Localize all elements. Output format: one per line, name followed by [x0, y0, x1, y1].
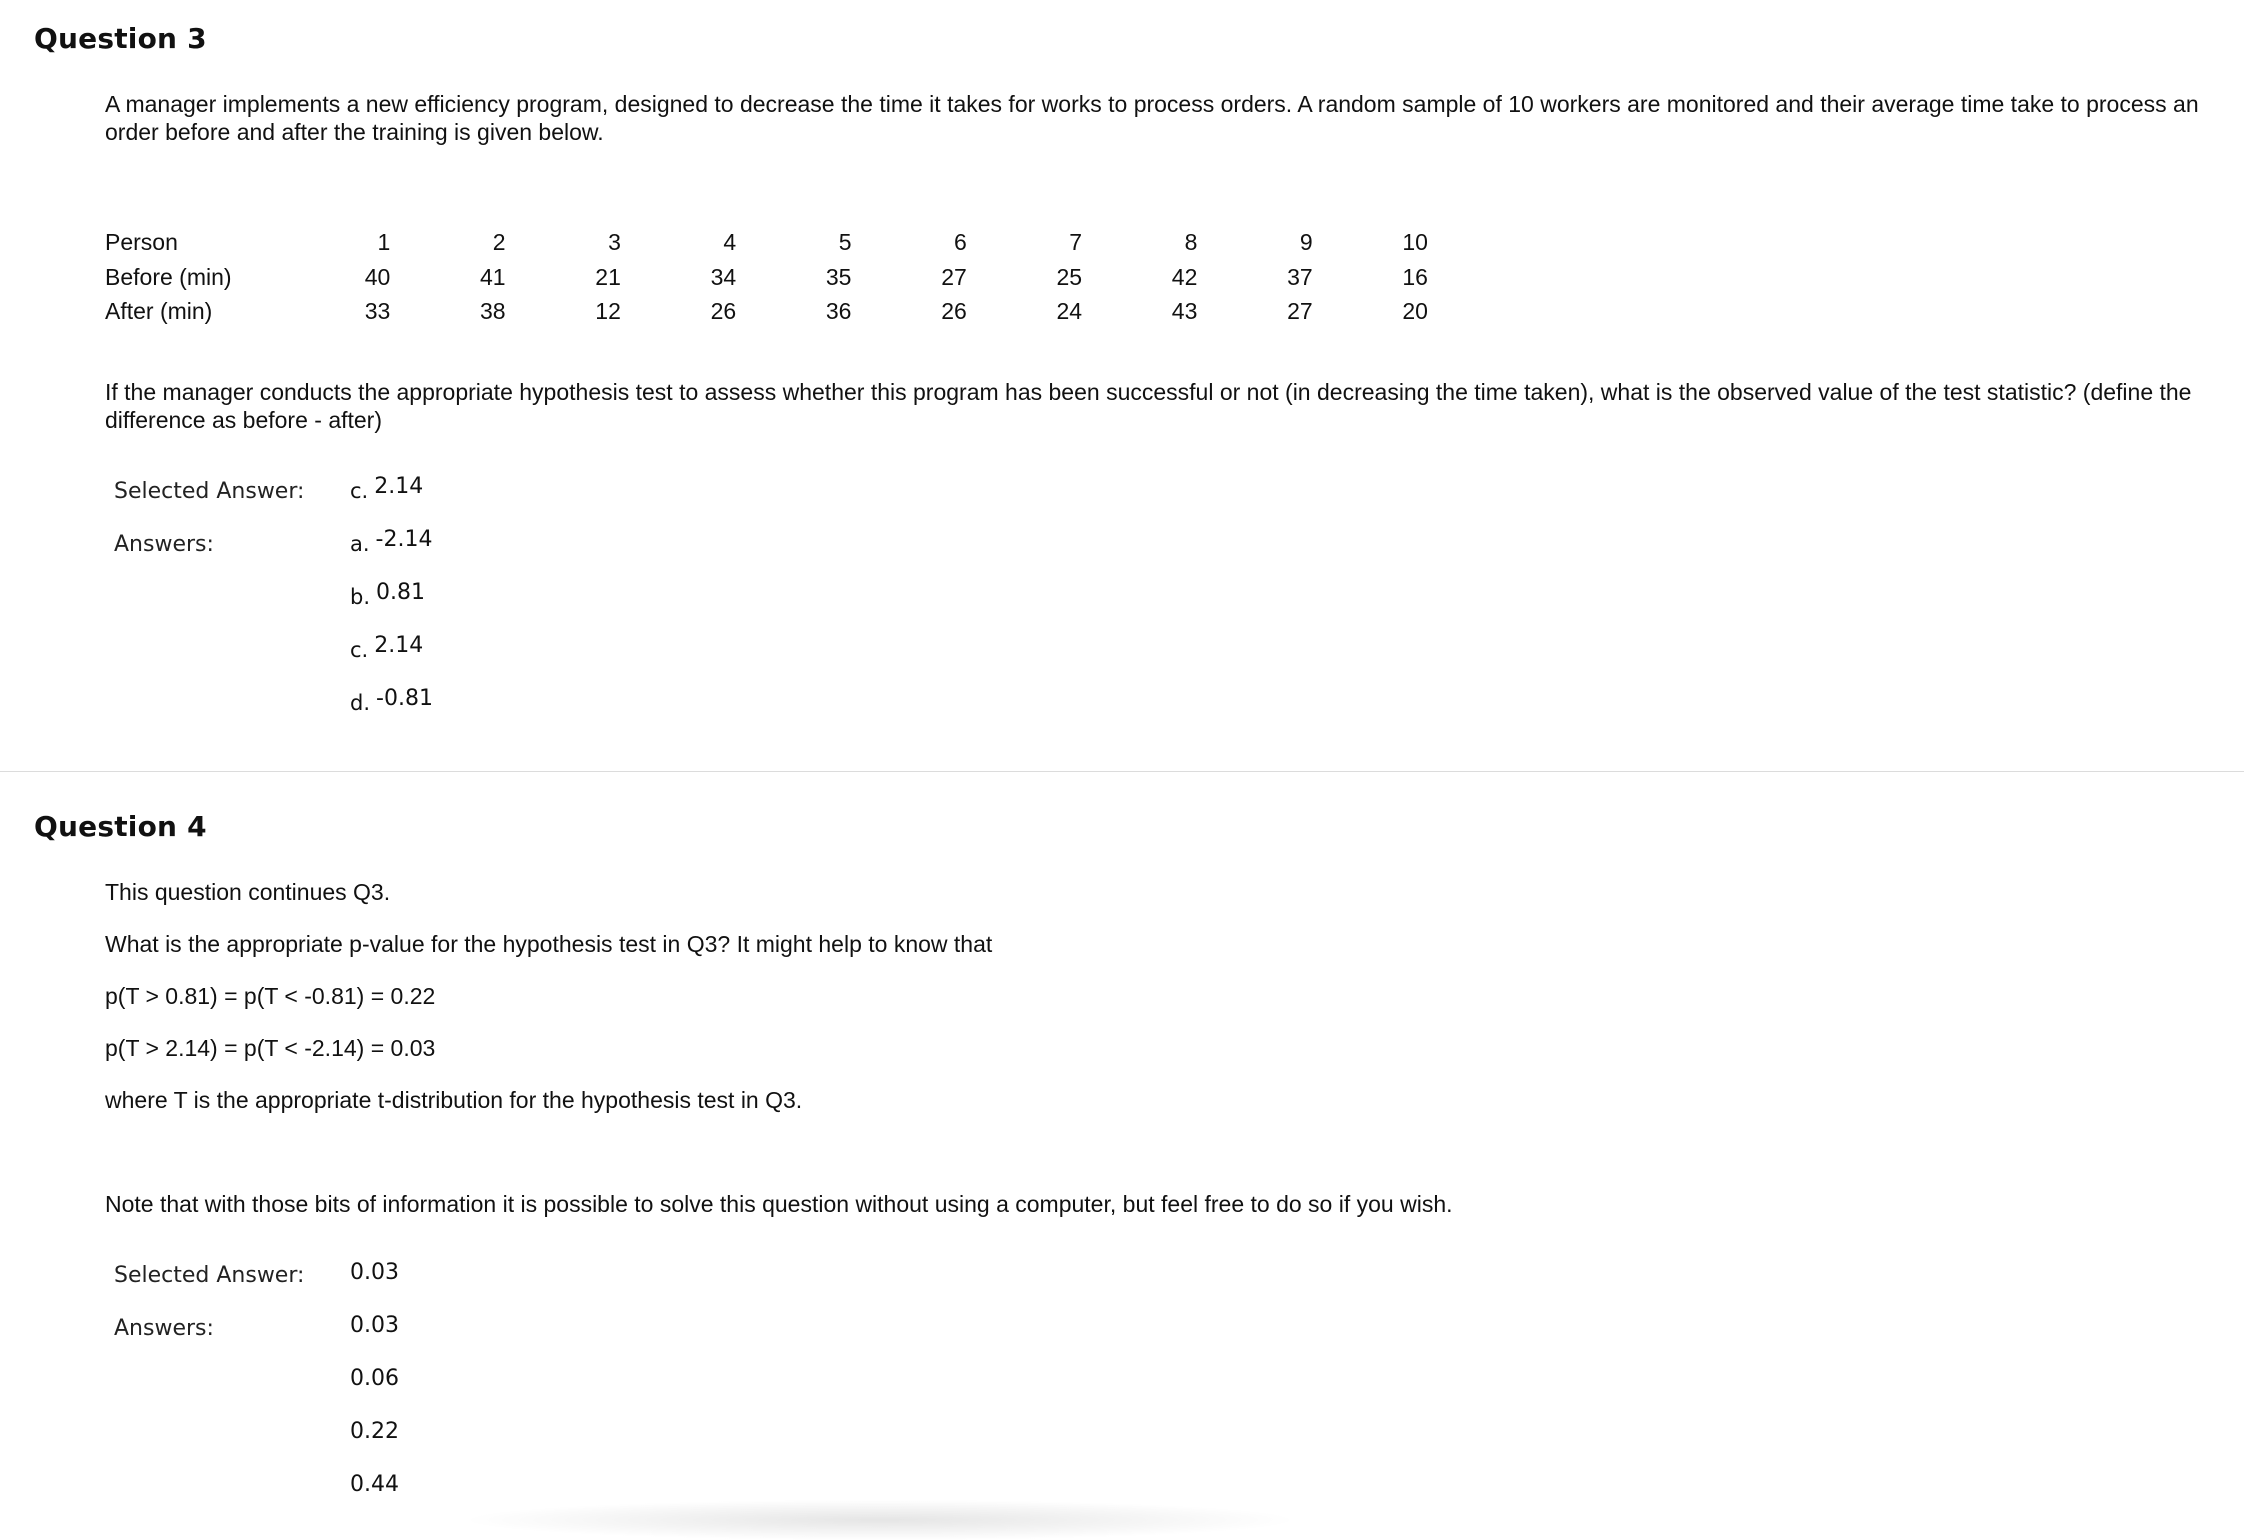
- answer-letter: b.: [350, 585, 371, 609]
- table-cell: 27: [1287, 298, 1313, 324]
- question-3-prompt: If the manager conducts the appropriate hypothesis test to assess whether this program has been successful or not (in decreasing the time taken), what is the observed value of the test statistic? (define the difference as before - after): [105, 379, 2192, 433]
- table-cell: 20: [1402, 298, 1428, 324]
- table-cell: 34: [710, 263, 737, 290]
- table-cell: 24: [1056, 298, 1083, 324]
- table-cell: 26: [941, 298, 967, 324]
- answer-option-a: [350, 527, 433, 556]
- table-cell: 42: [1171, 263, 1198, 290]
- table-cell: 37: [1287, 263, 1313, 290]
- table-cell: 25: [1056, 263, 1083, 290]
- answer-option: 0.06: [350, 1366, 399, 1391]
- table-cell: 43: [1171, 298, 1198, 324]
- question-4-title: Question 4: [34, 810, 207, 843]
- table-cell: 4: [723, 229, 737, 255]
- answer-option-d: [350, 686, 433, 715]
- row-label: After (min): [105, 298, 213, 324]
- table-row-person: [105, 225, 1428, 260]
- answer-option-b: [350, 580, 425, 609]
- table-cell: 10: [1402, 229, 1428, 255]
- table-cell: 12: [595, 298, 621, 324]
- question-4-note: Note that with those bits of information it is possible to solve this question without using a computer, but feel free to do so if you wish.: [105, 1191, 1453, 1217]
- answer-option: 0.03: [350, 1313, 399, 1338]
- question-4-line: p(T > 0.81) = p(T < -0.81) = 0.22: [105, 983, 436, 1009]
- question-3-title: Question 3: [34, 22, 207, 55]
- table-cell: 3: [608, 229, 621, 255]
- answer-letter: a.: [350, 532, 370, 556]
- question-4-line: This question continues Q3.: [105, 879, 391, 905]
- table-row-after: [105, 294, 1428, 329]
- row-label: Person: [105, 229, 178, 255]
- table-cell: 36: [825, 298, 852, 324]
- answer-text: 2.14: [374, 633, 424, 658]
- table-cell: 41: [480, 263, 506, 290]
- table-cell: 16: [1402, 263, 1428, 290]
- question-4-line: What is the appropriate p-value for the hypothesis test in Q3? It might help to know that: [105, 931, 993, 957]
- selected-answer-value: [350, 474, 424, 503]
- table-cell: 35: [825, 263, 852, 290]
- answer-letter: d.: [350, 691, 371, 715]
- table-cell: 7: [1069, 229, 1083, 255]
- before-after-data-table: [105, 225, 1428, 329]
- answer-option: 0.22: [350, 1419, 399, 1444]
- question-4-line: p(T > 2.14) = p(T < -2.14) = 0.03: [105, 1035, 436, 1061]
- selected-answer-label: Selected Answer:: [114, 1263, 305, 1288]
- table-cell: 6: [953, 229, 967, 255]
- table-row-before: [105, 260, 1428, 295]
- question-4-line: where T is the appropriate t-distribution for the hypothesis test in Q3.: [105, 1087, 803, 1113]
- answer-letter: c.: [350, 638, 369, 662]
- bottom-shadow: [470, 1500, 1290, 1540]
- table-cell: 26: [710, 298, 737, 324]
- row-label: Before (min): [105, 263, 232, 290]
- answers-label: Answers:: [114, 1316, 214, 1341]
- answer-option: 0.44: [350, 1472, 399, 1497]
- answer-text: -2.14: [375, 527, 433, 552]
- question-divider: [0, 771, 2244, 772]
- table-cell: 40: [364, 263, 391, 290]
- selected-answer-value: 0.03: [350, 1260, 399, 1285]
- table-cell: 2: [492, 229, 506, 255]
- table-cell: 21: [595, 263, 621, 290]
- answer-option-c: [350, 633, 424, 662]
- table-cell: 8: [1184, 229, 1198, 255]
- table-cell: 33: [364, 298, 391, 324]
- question-3-intro: A manager implements a new efficiency program, designed to decrease the time it takes for works to process orders. A random sample of 10 workers are monitored and their average time take to process an order before and after the training is given below.: [105, 91, 2199, 145]
- answer-letter: c.: [350, 479, 369, 503]
- table-cell: 9: [1299, 229, 1313, 255]
- table-cell: 1: [377, 229, 391, 255]
- answers-label: Answers:: [114, 532, 214, 557]
- table-cell: 5: [838, 229, 852, 255]
- selected-answer-label: Selected Answer:: [114, 479, 305, 504]
- answer-text: 0.81: [376, 580, 425, 605]
- answer-text: -0.81: [376, 686, 433, 711]
- answer-text: 2.14: [374, 474, 424, 499]
- table-cell: 27: [941, 263, 967, 290]
- table-cell: 38: [480, 298, 506, 324]
